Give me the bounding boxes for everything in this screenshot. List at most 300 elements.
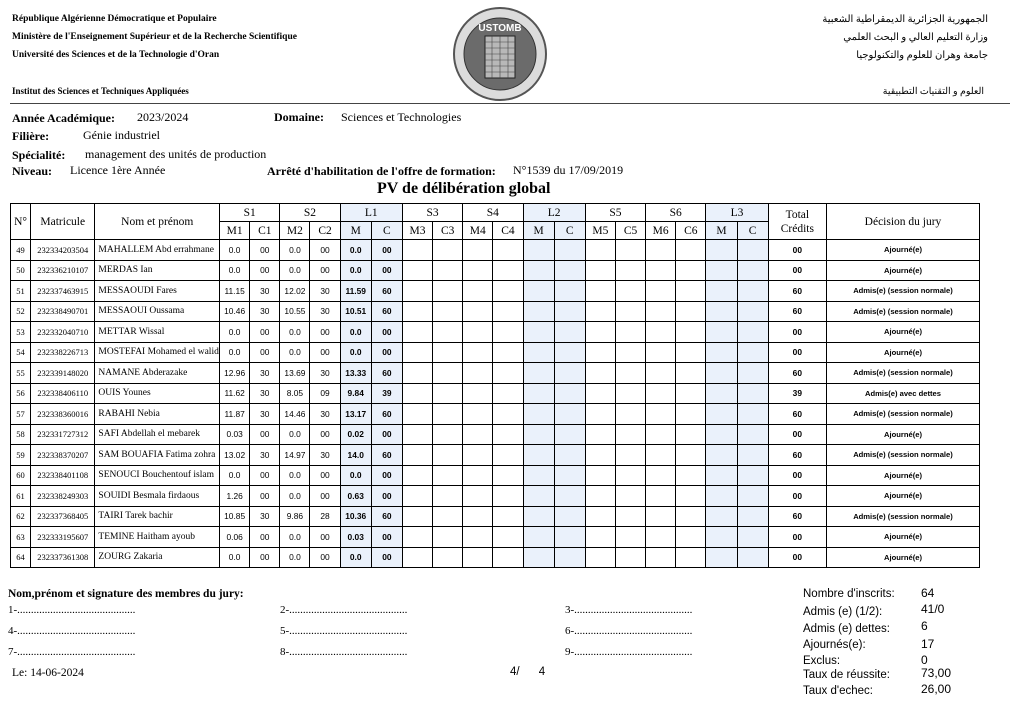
row-no: 63 — [11, 527, 31, 548]
domaine-value: Sciences et Technologies — [341, 110, 462, 124]
row-total: 00 — [768, 240, 826, 261]
row-empty-cell — [706, 240, 737, 261]
row-empty-cell — [646, 424, 676, 445]
row-matricule: 232338226713 — [31, 342, 95, 363]
col-l2-m: M — [523, 222, 554, 240]
row-empty-cell — [615, 301, 645, 322]
row-c1: 00 — [250, 547, 280, 568]
row-name: MESSAOUDI Fares — [95, 281, 220, 302]
row-name: ZOURG Zakaria — [95, 547, 220, 568]
institute-left: Institut des Sciences et Techniques Appliquées — [12, 86, 189, 96]
row-l1-m: 10.36 — [340, 506, 371, 527]
row-empty-cell — [554, 322, 585, 343]
row-l1-c: 00 — [371, 424, 402, 445]
row-empty-cell — [706, 383, 737, 404]
row-l1-m: 13.33 — [340, 363, 371, 384]
stat-admis-label: Admis (e) (1/2): — [803, 606, 883, 618]
row-empty-cell — [706, 486, 737, 507]
row-c2: 00 — [310, 240, 340, 261]
row-empty-cell — [585, 424, 615, 445]
row-total: 60 — [768, 301, 826, 322]
row-empty-cell — [737, 445, 768, 466]
table-row — [11, 527, 980, 548]
arrete-label: Arrêté d'habilitation de l'offre de formation: — [267, 164, 496, 178]
row-empty-cell — [402, 240, 432, 261]
row-empty-cell — [463, 363, 493, 384]
row-matricule: 232331727312 — [31, 424, 95, 445]
row-empty-cell — [433, 465, 463, 486]
row-total: 60 — [768, 363, 826, 384]
col-c1: C1 — [250, 222, 280, 240]
row-empty-cell — [646, 342, 676, 363]
stat-exclus-label: Exclus: — [803, 655, 841, 667]
row-c1: 00 — [250, 260, 280, 281]
table-header — [11, 204, 980, 240]
stat-dettes-label: Admis (e) dettes: — [803, 623, 890, 635]
row-name: SOUIDI Besmala firdaous — [95, 486, 220, 507]
row-name: SAM BOUAFIA Fatima zohra — [95, 445, 220, 466]
stat-inscrits-label: Nombre d'inscrits: — [803, 588, 895, 600]
table-row — [11, 260, 980, 281]
col-m6: M6 — [646, 222, 676, 240]
row-empty-cell — [676, 404, 706, 425]
row-name: NAMANE Abderazake — [95, 363, 220, 384]
row-empty-cell — [585, 260, 615, 281]
row-empty-cell — [433, 260, 463, 281]
row-empty-cell — [737, 322, 768, 343]
col-m2: M2 — [280, 222, 310, 240]
row-m2: 8.05 — [280, 383, 310, 404]
row-l1-m: 0.0 — [340, 322, 371, 343]
col-l3-c: C — [737, 222, 768, 240]
col-c3: C3 — [433, 222, 463, 240]
row-l1-c: 00 — [371, 547, 402, 568]
row-c2: 00 — [310, 465, 340, 486]
row-empty-cell — [554, 547, 585, 568]
table-row — [11, 465, 980, 486]
col-decision: Décision du jury — [826, 204, 979, 240]
row-decision: Admis(e) (session normale) — [826, 363, 979, 384]
row-l1-c: 00 — [371, 260, 402, 281]
row-empty-cell — [554, 281, 585, 302]
row-empty-cell — [676, 240, 706, 261]
table-row — [11, 486, 980, 507]
row-empty-cell — [706, 301, 737, 322]
row-empty-cell — [523, 363, 554, 384]
annee-label: Année Académique: — [12, 111, 115, 125]
row-l1-m: 11.59 — [340, 281, 371, 302]
row-empty-cell — [402, 506, 432, 527]
row-empty-cell — [706, 506, 737, 527]
row-empty-cell — [463, 383, 493, 404]
table-row — [11, 301, 980, 322]
row-empty-cell — [615, 506, 645, 527]
header-right-line-3: جامعة وهران للعلوم والتكنولوجيا — [856, 50, 988, 61]
col-c4: C4 — [493, 222, 523, 240]
row-empty-cell — [737, 363, 768, 384]
row-m1: 10.46 — [220, 301, 250, 322]
row-empty-cell — [615, 424, 645, 445]
row-m1: 12.96 — [220, 363, 250, 384]
row-c1: 30 — [250, 506, 280, 527]
row-name: MESSAOUI Oussama — [95, 301, 220, 322]
jury-title: Nom,prénom et signature des membres du jury: — [8, 588, 244, 600]
row-c1: 30 — [250, 301, 280, 322]
row-m1: 0.0 — [220, 342, 250, 363]
row-empty-cell — [493, 506, 523, 527]
row-c1: 30 — [250, 404, 280, 425]
row-matricule: 232339148020 — [31, 363, 95, 384]
row-empty-cell — [737, 342, 768, 363]
domaine-label: Domaine: — [274, 110, 324, 124]
row-decision: Ajourné(e) — [826, 342, 979, 363]
row-m2: 0.0 — [280, 486, 310, 507]
row-empty-cell — [523, 506, 554, 527]
arrete-value: N°1539 du 17/09/2019 — [513, 163, 624, 177]
row-m2: 12.02 — [280, 281, 310, 302]
row-no: 51 — [11, 281, 31, 302]
row-empty-cell — [402, 322, 432, 343]
row-empty-cell — [646, 547, 676, 568]
row-empty-cell — [737, 527, 768, 548]
row-c1: 00 — [250, 342, 280, 363]
specialite-value: management des unités de production — [85, 147, 267, 161]
stat-inscrits-value: 64 — [921, 586, 935, 600]
row-empty-cell — [676, 322, 706, 343]
row-empty-cell — [646, 445, 676, 466]
row-m1: 11.15 — [220, 281, 250, 302]
stat-ajournes-label: Ajournés(e): — [803, 639, 866, 651]
row-total: 00 — [768, 322, 826, 343]
row-empty-cell — [554, 363, 585, 384]
page-number: 4/ 4 — [510, 666, 546, 678]
jury-line-2: 2-........................................... — [280, 604, 408, 616]
row-l1-m: 9.84 — [340, 383, 371, 404]
col-m4: M4 — [463, 222, 493, 240]
table-row — [11, 363, 980, 384]
row-no: 56 — [11, 383, 31, 404]
col-m1: M1 — [220, 222, 250, 240]
stat-exclus-value: 0 — [921, 653, 928, 667]
row-empty-cell — [493, 301, 523, 322]
row-c1: 30 — [250, 363, 280, 384]
row-l1-c: 00 — [371, 342, 402, 363]
row-empty-cell — [554, 404, 585, 425]
row-empty-cell — [463, 240, 493, 261]
row-empty-cell — [463, 281, 493, 302]
row-m1: 10.85 — [220, 506, 250, 527]
row-l1-c: 00 — [371, 465, 402, 486]
col-l1-m: M — [340, 222, 371, 240]
row-empty-cell — [646, 506, 676, 527]
row-empty-cell — [523, 240, 554, 261]
row-empty-cell — [402, 260, 432, 281]
stat-echec-label: Taux d'echec: — [803, 685, 873, 697]
row-empty-cell — [433, 342, 463, 363]
row-total: 00 — [768, 547, 826, 568]
row-empty-cell — [676, 486, 706, 507]
table-row — [11, 506, 980, 527]
row-empty-cell — [493, 260, 523, 281]
row-c2: 00 — [310, 527, 340, 548]
row-empty-cell — [646, 404, 676, 425]
row-c2: 30 — [310, 363, 340, 384]
col-c2: C2 — [310, 222, 340, 240]
row-empty-cell — [402, 363, 432, 384]
row-empty-cell — [646, 240, 676, 261]
row-matricule: 232338406110 — [31, 383, 95, 404]
row-empty-cell — [706, 342, 737, 363]
row-empty-cell — [463, 445, 493, 466]
row-empty-cell — [554, 506, 585, 527]
row-c2: 09 — [310, 383, 340, 404]
row-empty-cell — [402, 404, 432, 425]
row-l1-c: 00 — [371, 486, 402, 507]
col-s6: S6 — [646, 204, 706, 222]
row-c2: 00 — [310, 342, 340, 363]
row-m1: 0.0 — [220, 322, 250, 343]
row-empty-cell — [463, 301, 493, 322]
row-empty-cell — [433, 506, 463, 527]
header-right-line-2: وزارة التعليم العالي و البحث العلمي — [843, 32, 988, 43]
row-name: RABAHI Nebia — [95, 404, 220, 425]
table-body — [11, 240, 980, 568]
row-empty-cell — [706, 547, 737, 568]
row-empty-cell — [523, 383, 554, 404]
row-no: 59 — [11, 445, 31, 466]
row-decision: Ajourné(e) — [826, 424, 979, 445]
row-empty-cell — [554, 486, 585, 507]
row-l1-c: 60 — [371, 363, 402, 384]
jury-line-5: 5-........................................... — [280, 625, 408, 637]
row-total: 00 — [768, 486, 826, 507]
col-l1-c: C — [371, 222, 402, 240]
row-m2: 13.69 — [280, 363, 310, 384]
row-decision: Admis(e) avec dettes — [826, 383, 979, 404]
row-m2: 9.86 — [280, 506, 310, 527]
col-matricule: Matricule — [31, 204, 95, 240]
row-m1: 13.02 — [220, 445, 250, 466]
annee-value: 2023/2024 — [137, 110, 189, 124]
row-empty-cell — [523, 404, 554, 425]
jury-line-7: 7-........................................... — [8, 646, 136, 658]
row-decision: Ajourné(e) — [826, 322, 979, 343]
row-empty-cell — [646, 322, 676, 343]
row-m2: 0.0 — [280, 424, 310, 445]
row-empty-cell — [706, 363, 737, 384]
col-s5: S5 — [585, 204, 645, 222]
row-empty-cell — [463, 322, 493, 343]
row-empty-cell — [737, 547, 768, 568]
row-l1-c: 60 — [371, 281, 402, 302]
row-empty-cell — [737, 424, 768, 445]
row-empty-cell — [706, 465, 737, 486]
row-empty-cell — [554, 445, 585, 466]
row-l1-m: 14.0 — [340, 445, 371, 466]
stat-admis-value: 41/0 — [921, 602, 945, 616]
row-empty-cell — [676, 301, 706, 322]
row-decision: Ajourné(e) — [826, 260, 979, 281]
row-empty-cell — [737, 486, 768, 507]
row-m1: 1.26 — [220, 486, 250, 507]
row-empty-cell — [676, 424, 706, 445]
row-l1-m: 13.17 — [340, 404, 371, 425]
row-m2: 0.0 — [280, 322, 310, 343]
row-empty-cell — [615, 527, 645, 548]
row-empty-cell — [615, 547, 645, 568]
row-l1-m: 0.0 — [340, 547, 371, 568]
row-name: TAIRI Tarek bachir — [95, 506, 220, 527]
row-l1-m: 0.63 — [340, 486, 371, 507]
row-l1-c: 00 — [371, 527, 402, 548]
row-c1: 00 — [250, 486, 280, 507]
row-empty-cell — [676, 383, 706, 404]
row-empty-cell — [676, 445, 706, 466]
header-right-line-1: الجمهورية الجزائرية الديمقراطية الشعبية — [822, 14, 988, 25]
row-no: 52 — [11, 301, 31, 322]
row-c2: 00 — [310, 424, 340, 445]
row-decision: Ajourné(e) — [826, 240, 979, 261]
row-empty-cell — [646, 301, 676, 322]
header-divider — [10, 103, 1010, 104]
row-empty-cell — [493, 547, 523, 568]
row-empty-cell — [615, 322, 645, 343]
table-row — [11, 445, 980, 466]
row-m2: 0.0 — [280, 465, 310, 486]
row-empty-cell — [433, 486, 463, 507]
row-l1-c: 60 — [371, 301, 402, 322]
row-empty-cell — [493, 465, 523, 486]
row-l1-m: 0.03 — [340, 527, 371, 548]
row-empty-cell — [585, 281, 615, 302]
table-row — [11, 240, 980, 261]
row-m2: 0.0 — [280, 260, 310, 281]
row-empty-cell — [523, 527, 554, 548]
row-empty-cell — [493, 363, 523, 384]
row-empty-cell — [523, 260, 554, 281]
table-row — [11, 383, 980, 404]
row-empty-cell — [554, 527, 585, 548]
row-empty-cell — [523, 301, 554, 322]
footer-date: Le: 14-06-2024 — [12, 667, 84, 679]
row-empty-cell — [523, 465, 554, 486]
row-empty-cell — [402, 281, 432, 302]
row-name: SENOUCI Bouchentouf islam — [95, 465, 220, 486]
table-row — [11, 342, 980, 363]
row-l1-c: 39 — [371, 383, 402, 404]
row-no: 55 — [11, 363, 31, 384]
row-total: 00 — [768, 424, 826, 445]
row-empty-cell — [554, 301, 585, 322]
row-m2: 0.0 — [280, 547, 310, 568]
row-m1: 11.62 — [220, 383, 250, 404]
row-empty-cell — [554, 383, 585, 404]
row-matricule: 232337463915 — [31, 281, 95, 302]
row-empty-cell — [493, 424, 523, 445]
row-empty-cell — [615, 240, 645, 261]
row-empty-cell — [706, 404, 737, 425]
row-empty-cell — [433, 445, 463, 466]
row-empty-cell — [706, 281, 737, 302]
row-c1: 00 — [250, 527, 280, 548]
row-empty-cell — [585, 547, 615, 568]
row-empty-cell — [433, 547, 463, 568]
row-empty-cell — [523, 547, 554, 568]
row-c2: 30 — [310, 445, 340, 466]
row-empty-cell — [737, 465, 768, 486]
row-l1-m: 0.0 — [340, 342, 371, 363]
row-empty-cell — [676, 363, 706, 384]
row-empty-cell — [615, 383, 645, 404]
row-empty-cell — [433, 281, 463, 302]
row-matricule: 232337361308 — [31, 547, 95, 568]
row-empty-cell — [615, 342, 645, 363]
row-empty-cell — [402, 486, 432, 507]
row-empty-cell — [493, 527, 523, 548]
row-empty-cell — [646, 260, 676, 281]
stat-echec-value: 26,00 — [921, 682, 952, 696]
header-left-line-1: République Algérienne Démocratique et Populaire — [12, 14, 217, 24]
row-m2: 0.0 — [280, 342, 310, 363]
row-empty-cell — [433, 240, 463, 261]
row-c1: 00 — [250, 424, 280, 445]
row-decision: Ajourné(e) — [826, 465, 979, 486]
row-empty-cell — [585, 240, 615, 261]
col-no: N° — [11, 204, 31, 240]
table-row — [11, 404, 980, 425]
row-m2: 14.97 — [280, 445, 310, 466]
row-empty-cell — [646, 281, 676, 302]
row-matricule: 232338370207 — [31, 445, 95, 466]
stat-dettes-value: 6 — [921, 619, 928, 633]
row-m2: 10.55 — [280, 301, 310, 322]
row-decision: Admis(e) (session normale) — [826, 445, 979, 466]
filiere-label: Filière: — [12, 129, 50, 143]
header-left-line-2: Ministère de l'Enseignement Supérieur et de la Recherche Scientifique — [12, 32, 297, 42]
row-empty-cell — [554, 465, 585, 486]
row-empty-cell — [706, 445, 737, 466]
row-empty-cell — [463, 506, 493, 527]
row-empty-cell — [585, 363, 615, 384]
row-empty-cell — [676, 281, 706, 302]
row-empty-cell — [615, 465, 645, 486]
row-m1: 0.0 — [220, 547, 250, 568]
table-row — [11, 281, 980, 302]
row-no: 60 — [11, 465, 31, 486]
col-s2: S2 — [280, 204, 340, 222]
row-empty-cell — [493, 486, 523, 507]
row-total: 00 — [768, 465, 826, 486]
row-total: 00 — [768, 342, 826, 363]
row-matricule: 232333195607 — [31, 527, 95, 548]
row-empty-cell — [737, 240, 768, 261]
row-total: 60 — [768, 281, 826, 302]
row-empty-cell — [463, 260, 493, 281]
row-empty-cell — [493, 322, 523, 343]
row-total: 39 — [768, 383, 826, 404]
row-empty-cell — [737, 260, 768, 281]
row-empty-cell — [523, 322, 554, 343]
row-matricule: 232338401108 — [31, 465, 95, 486]
page-title: PV de délibération global — [377, 180, 551, 197]
row-l1-c: 00 — [371, 322, 402, 343]
row-empty-cell — [585, 342, 615, 363]
row-matricule: 232338249303 — [31, 486, 95, 507]
row-empty-cell — [676, 260, 706, 281]
row-empty-cell — [523, 445, 554, 466]
row-empty-cell — [402, 465, 432, 486]
row-l1-m: 0.0 — [340, 465, 371, 486]
